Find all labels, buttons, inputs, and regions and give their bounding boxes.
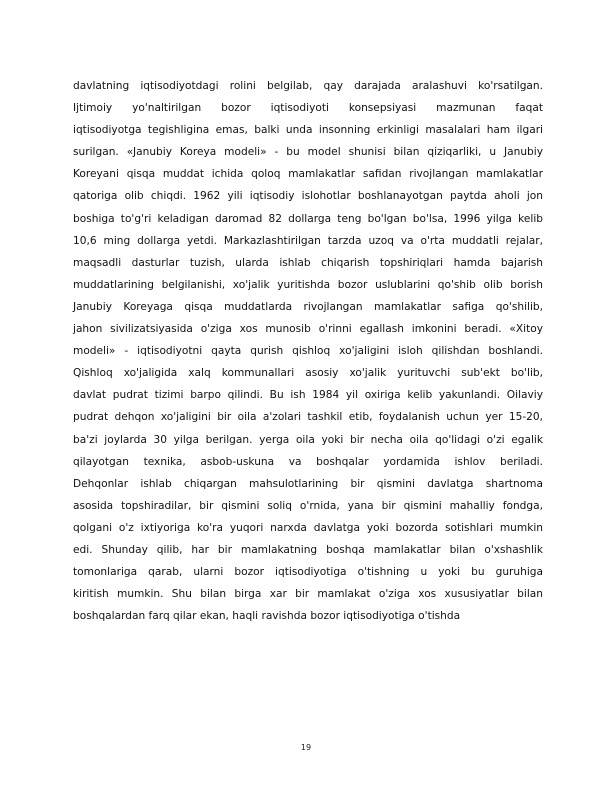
text-line: surilgan. «Janubiy Koreya modeli» - bu model shunisi bilan qiziqarliki, u Janubiy — [73, 146, 543, 159]
text-line: muddatlarining belgilanishi, xo'jalik yuritishda bozor uslublarini qo'shib olib borish — [73, 278, 543, 291]
text-line: Qishloq xo'jaligida xalq kommunallari asosiy xo'jalik yurituvchi sub'ekt bo'lib, — [73, 367, 543, 380]
text-line: kiritish mumkin. Shu bilan birga xar bir mamlakat o'ziga xos xususiyatlar bilan — [73, 588, 543, 601]
text-line: qatoriga olib chiqdi. 1962 yili iqtisodiy islohotlar boshlanayotgan paytda aholi jon — [73, 190, 543, 203]
text-line: pudrat dehqon xo'jaligini bir oila a'zolari tashkil etib, foydalanish uchun yer 15-20, — [73, 411, 543, 424]
text-line: Ijtimoiy yo'naltirilgan bozor iqtisodiyoti konsepsiyasi mazmunan faqat — [73, 102, 543, 115]
text-line: asosida topshiradilar, bir qismini soliq o'rnida, yana bir qismini mahalliy fondga, — [73, 499, 543, 512]
text-line: maqsadli dasturlar tuzish, ularda ishlab chiqarish topshiriqlari hamda bajarish — [73, 256, 543, 269]
text-line: qolgani o'z ixtiyoriga ko'ra yuqori narxda davlatga yoki bozorda sotishlari mumkin — [73, 521, 543, 534]
text-line: davlat pudrat tizimi barpo qilindi. Bu ish 1984 yil oxiriga kelib yakunlandi. Oilaviy — [73, 389, 543, 402]
text-line: Janubiy Koreyaga qisqa muddatlarda rivojlangan mamlakatlar safiga qo'shilib, — [73, 300, 543, 313]
text-line: boshqalardan farq qilar ekan, haqli ravishda bozor iqtisodiyotiga o'tishda — [73, 610, 461, 623]
text-line: davlatning iqtisodiyotdagi rolini belgilab, qay darajada aralashuvi ko'rsatilgan. — [73, 80, 543, 92]
text-line: tomonlariga qarab, ularni bozor iqtisodiyotiga o'tishning u yoki bu guruhiga — [73, 566, 543, 579]
text-line: edi. Shunday qilib, har bir mamlakatning boshqa mamlakatlar bilan o'xshashlik — [73, 543, 543, 556]
text-line: qilayotgan texnika, asbob-uskuna va boshqalar yordamida ishlov beriladi. — [73, 455, 543, 468]
text-line: modeli» - iqtisodiyotni qayta qurish qishloq xo'jaligini isloh qilishdan boshlandi. — [73, 345, 543, 358]
text-line: boshiga to'g'ri keladigan daromad 82 dollarga teng bo'lgan bo'lsa, 1996 yilga kelib — [73, 212, 543, 225]
text-line: Dehqonlar ishlab chiqargan mahsulotlarining bir qismini davlatga shartnoma — [73, 477, 543, 490]
page-number: 19 — [300, 743, 312, 752]
text-line: iqtisodiyotga tegishligina emas, balki unda insonning erkinligi masalalari ham ilgari — [73, 124, 543, 137]
text-line: Koreyani qisqa muddat ichida qoloq mamlakatlar safidan rivojlangan mamlakatlar — [73, 168, 543, 181]
text-line: 10,6 ming dollarga yetdi. Markazlashtirilgan tarzda uzoq va o'rta muddatli rejalar, — [73, 234, 543, 247]
text-line: ba'zi joylarda 30 yilga berilgan. yerga oila yoki bir necha oila qo'lidagi o'zi egalik — [73, 433, 543, 446]
text-line: jahon sivilizatsiyasida o'ziga xos munosib o'rinni egallash imkonini beradi. «Xitoy — [73, 323, 543, 336]
body-paragraph — [73, 75, 543, 627]
